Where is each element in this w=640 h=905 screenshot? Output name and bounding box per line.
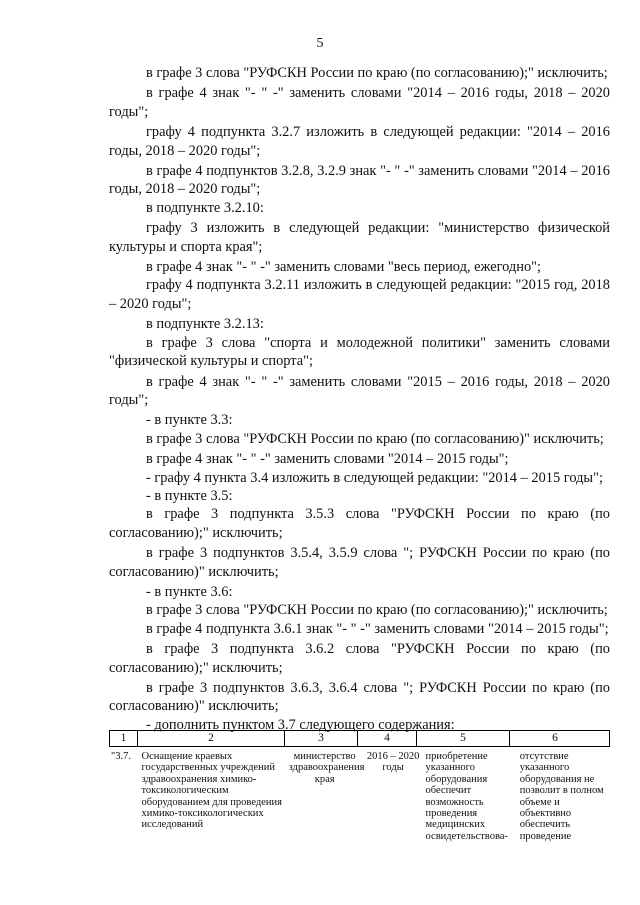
paragraph: в подпункте 3.2.13: [146, 316, 264, 333]
amendment-text [109, 64, 610, 734]
column-header: 4 [358, 731, 417, 746]
paragraph: в графе 4 знак "- " -" заменить словами "2014 – 2015 годы"; [146, 451, 509, 468]
table-cell-consequences: отсутствие указанного оборудования не позволит в полном объеме и объективно обеспечить проведение [519, 751, 604, 842]
paragraph: в графе 4 подпункта 3.6.1 знак "- " -" заменить словами "2014 – 2015 годы"; [146, 620, 609, 637]
paragraph: - в пункте 3.6: [146, 583, 233, 600]
paragraph: графу 3 изложить в следующей редакции: "министерство физической культуры и спорта края"; [109, 220, 610, 255]
table-row [109, 751, 610, 842]
paragraph: в графе 3 подпунктов 3.5.4, 3.5.9 слова "; РУФСКН России по краю (по согласованию)" исключить; [109, 545, 610, 580]
paragraph: в графе 4 знак "- " -" заменить словами "весь период, ежегодно"; [146, 259, 542, 276]
paragraph: - дополнить пунктом 3.7 следующего содержания: [146, 716, 455, 733]
paragraph: в графе 4 знак "- " -" заменить словами "2015 – 2016 годы, 2018 – 2020 годы"; [109, 373, 610, 408]
paragraph: графу 4 подпункта 3.2.7 изложить в следующей редакции: "2014 – 2016 годы, 2018 – 2020 годы"; [109, 124, 610, 159]
paragraph: - в пункте 3.3: [146, 412, 233, 429]
paragraph: в графе 3 слова "РУФСКН России по краю (по согласованию);" исключить; [146, 65, 608, 81]
paragraph: в графе 3 слова "РУФСКН России по краю (по согласованию);" исключить; [146, 602, 608, 619]
page-number: 5 [316, 36, 324, 51]
paragraph: в графе 3 слова "РУФСКН России по краю (по согласованию)" исключить; [146, 430, 604, 447]
paragraph: - графу 4 пункта 3.4 изложить в следующей редакции: "2014 – 2015 годы"; [146, 469, 603, 486]
paragraph: в графе 3 слова "спорта и молодежной политики" заменить словами "физической культуры и спорта"; [109, 334, 610, 370]
paragraph: в графе 4 подпунктов 3.2.8, 3.2.9 знак "- " -" заменить словами "2014 – 2016 годы, 2018 – 2020 годы"; [109, 163, 610, 198]
paragraph: в графе 4 знак "- " -" заменить словами "2014 – 2016 годы, 2018 – 2020 годы"; [109, 85, 610, 120]
table-cell-expected-result: приобретение указанного оборудования обеспечит возможность проведения медицинских освидетельствова- [425, 751, 508, 842]
amendment-table [109, 730, 610, 842]
paragraph: графу 4 подпункта 3.2.11 изложить в следующей редакции: "2015 год, 2018 – 2020 годы"; [109, 277, 610, 312]
column-header: 6 [552, 732, 558, 744]
paragraph: - в пункте 3.5: [146, 487, 233, 504]
column-header: 1 [110, 731, 138, 746]
paragraph: в графе 3 подпунктов 3.6.3, 3.6.4 слова "; РУФСКН России по краю (по согласованию)" исключить; [109, 680, 610, 715]
column-header: 5 [417, 731, 510, 746]
table-cell-number: "3.7. [111, 751, 132, 762]
column-header: 2 [138, 731, 285, 746]
paragraph: в графе 3 подпункта 3.6.2 слова "РУФСКН России по краю (по согласованию);" исключить; [109, 641, 610, 676]
table-cell-period: 2016 – 2020 годы [366, 751, 420, 774]
column-header: 3 [285, 731, 358, 746]
paragraph: в подпункте 3.2.10: [146, 199, 264, 216]
table-header-row [109, 730, 610, 747]
table-cell-activity: Оснащение краевых государственных учреждений здравоохранения химико-токсикологическим оборудованием для проведения химико-токсикологических исследований [141, 751, 282, 831]
paragraph: в графе 3 подпункта 3.5.3 слова "РУФСКН России по краю (по согласованию);" исключить; [109, 506, 610, 541]
table-cell-executor: министерство здравоохранения края [288, 751, 365, 785]
